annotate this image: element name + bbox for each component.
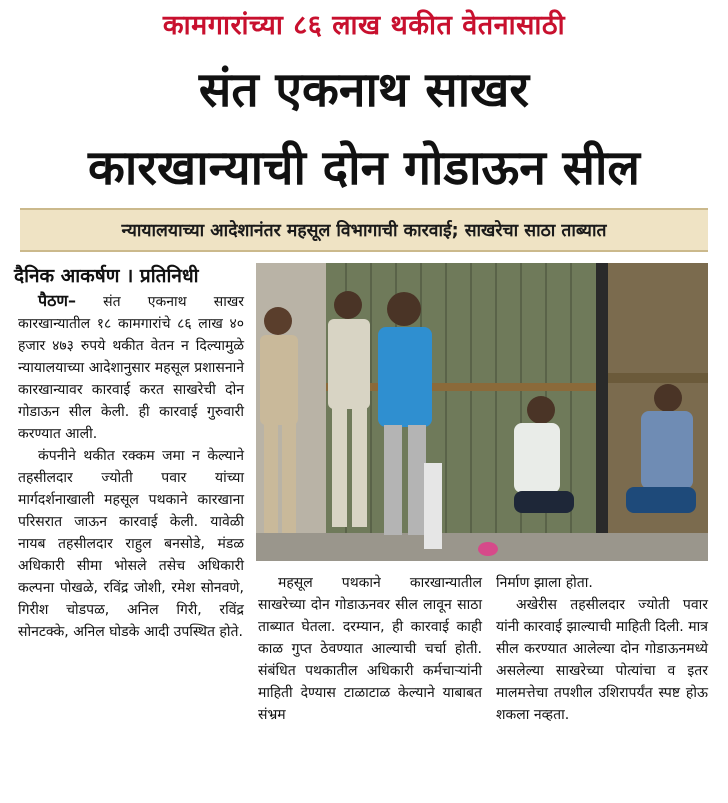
- article-column-2: [258, 572, 482, 726]
- article-paragraph: कंपनीने थकीत रक्कम जमा न केल्याने तहसीलदार ज्योती पवार यांच्या मार्गदर्शनाखाली महसूल पथकाने कारखाना परिसरात जाऊन कारवाई केली. यावेळी नायब तहसीलदार राहुल बनसोडे, मंडळ अधिकारी सीमा भोसले तसेच अधिकारी कल्पना पोखळे, रविंद्र जोशी, रमेश सोनवणे, गिरीश चोडपळ, अनिल गिरी, रविंद्र सोनटक्के, अनिल घोडके आदी उपस्थित होते.: [18, 448, 244, 640]
- article-column-1: [18, 290, 244, 643]
- kicker-headline: कामगारांच्या ८६ लाख थकीत वेतनासाठी: [162, 10, 566, 41]
- byline: दैनिक आकर्षण । प्रतिनिधी: [14, 265, 199, 287]
- dateline: पैठण–: [38, 291, 76, 310]
- godown-sealing-photo-icon: [256, 263, 708, 561]
- article-column-3: [496, 572, 708, 726]
- article-paragraph: [18, 290, 244, 445]
- headline-line-2: कारखान्याची दोन गोडाऊन सील: [88, 140, 640, 196]
- subheadline-bar: [20, 208, 708, 252]
- subheadline-text: न्यायालयाच्या आदेशानंतर महसूल विभागाची कारवाई; साखरेचा साठा ताब्यात: [121, 221, 607, 241]
- headline-line-1: संत एकनाथ साखर: [198, 62, 530, 118]
- article-paragraph: निर्माण झाला होता.: [496, 575, 593, 591]
- news-photo: [256, 263, 708, 561]
- article-paragraph: अखेरीस तहसीलदार ज्योती पवार यांनी कारवाई झाल्याची माहिती दिली. मात्र सील करण्यात आलेल्या दोन गोडाऊनमध्ये असलेल्या साखरेच्या पोत्यांचा व इतर मालमत्तेचा तपशील उशिरापर्यंत स्पष्ट होऊ शकला नव्हता.: [496, 597, 708, 723]
- article-paragraph: महसूल पथकाने कारखान्यातील साखरेच्या दोन गोडाऊनवर सील लावून साठा ताब्यात घेतला. दरम्यान, ही कारवाई काही काळ गुप्त ठेवण्यात आल्याची चर्चा होती. संबंधित पथकातील अधिकारी कर्मचाऱ्यांनी माहिती देण्यास टाळाटाळ केल्याने याबाबत संभ्रम: [258, 575, 482, 723]
- paragraph-text: संत एकनाथ साखर कारखान्यातील १८ कामगारांचे ८६ लाख ४० हजार ४७३ रुपये थकीत वेतन न दिल्यामुळे न्यायालयाच्या आदेशानुसार महसूल प्रशासनाने कारखान्यावर कारवाई करत साखरेची दोन गोडाऊन सील केली. ही कारवाई गुरुवारी करण्यात आली.: [18, 294, 245, 442]
